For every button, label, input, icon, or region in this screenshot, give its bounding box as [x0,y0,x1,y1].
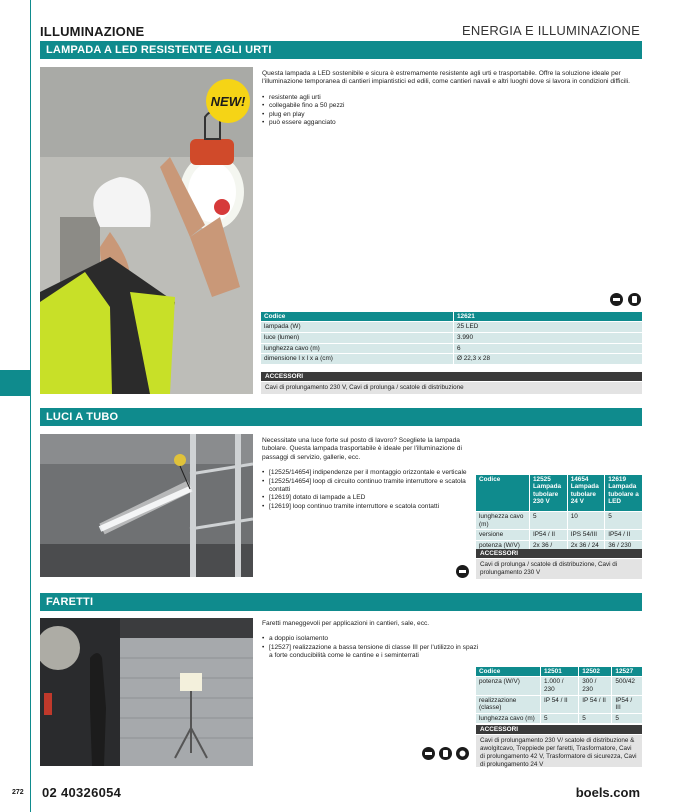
table-cell: 300 / 230 [578,677,611,694]
floodlights-accessories-title: ACCESSORI [476,725,642,734]
table-cell: 5 [540,714,578,724]
table-header-row [261,312,642,321]
footer-website: boels.com [575,785,640,800]
list-item: • a doppio isolamento [262,635,482,643]
tube-lights-description [262,437,472,511]
table-header-cell: 12621 [453,312,642,321]
list-item: • resistente agli urti [262,94,642,102]
tube-lights-description-text: Necessitate una luce forte sul posto di lavoro? Scegliete la lampada tubolare. Questa lampada trasportabile è ideale per l'illuminazione di passaggi di servizio, gallerie, ecc. [262,437,462,461]
table-cell: 6 [453,344,642,354]
list-item: • plug en play [262,111,642,119]
transformer-icon [456,747,469,760]
table-cell: IP54 / II [604,530,642,540]
table-cell: 3.990 [453,333,642,343]
list-item: • collegabile fino a 50 pezzi [262,102,642,110]
table-header-cell: Codice [261,312,453,321]
footer-phone: 02 40326054 [42,785,122,800]
table-cell: 500/42 [611,677,642,694]
chapter-tab [0,370,31,396]
led-lamp-spec-table [261,311,642,365]
table-row [261,354,642,364]
hand-safety-icon [628,293,641,306]
category-title: ILLUMINAZIONE [40,24,145,39]
table-cell: 2x 36 / 24 [567,541,605,558]
table-header-cell: 12501 [540,667,578,676]
table-cell: potenza (W/V) [476,541,529,558]
table-cell: 25 LED [453,322,642,332]
product-title-led-lamp: LAMPADA A LED RESISTENTE AGLI URTI [40,41,642,59]
table-cell: IP 54 / II [578,696,611,713]
table-row [476,512,642,529]
led-lamp-description [262,70,642,127]
product-title-floodlights: FARETTI [40,593,642,611]
table-cell: potenza (W/V) [476,677,540,694]
plug-icon [422,747,435,760]
table-cell: Ø 22,3 x 28 [453,354,642,364]
table-cell: 5 [604,512,642,529]
plug-icon [610,293,623,306]
table-row [476,677,642,694]
tube-lights-photo [40,434,253,577]
table-header-cell: 12525 Lampada tubolare 230 V [529,475,567,511]
table-cell: 5 [529,512,567,529]
floodlights-photo [40,618,253,766]
section-title: ENERGIA E ILLUMINAZIONE [462,23,640,38]
table-row [476,714,642,724]
table-cell: lunghezza cavo (m) [261,344,453,354]
tube-lights-accessories: Cavi di prolunga / scatole di distribuzione, Cavi di prolungamento 230 V [476,559,642,579]
table-row [261,333,642,343]
tube-lights-accessories-title: ACCESSORI [476,549,642,558]
list-item: • [12619] loop continuo tramite interruttore e scatola contatti [262,503,472,511]
floodlights-features [262,635,482,660]
led-lamp-description-text: Questa lampada a LED sostenibile e sicura è estremamente resistente agli urti e trasportabile. Offre la soluzione ideale per l'illuminazione temporanea di cantieri impiantistici ed edili, come cantieri navali e altri luoghi dove si lavora in condizioni difficili. [262,70,631,86]
table-row [476,696,642,713]
table-row [261,344,642,354]
table-header-cell: 12619 Lampada tubolare a LED [604,475,642,511]
table-cell: IPS 54/III [567,530,605,540]
floodlights-spec-table [476,666,642,724]
table-cell: 10 [567,512,605,529]
list-item: • può essere agganciato [262,119,642,127]
list-item: • [12525/14654] indipendenze per il montaggio orizzontale e verticale [262,469,472,477]
table-cell: lampada (W) [261,322,453,332]
table-cell: IP54 / II [529,530,567,540]
list-item: • [12525/14654] loop di circuito continuo tramite interruttore e scatola contatti [262,478,472,495]
table-header-row [476,475,642,511]
hand-safety-icon [439,747,452,760]
table-cell: dimensione l x l x a (cm) [261,354,453,364]
table-cell: lunghezza cavo (m) [476,512,529,529]
page-number: 272 [12,789,24,796]
table-header-row [476,667,642,676]
new-badge-label: NEW! [210,93,246,109]
led-lamp-accessories-title: ACCESSORI [261,372,642,381]
table-cell: IP54 / III [611,696,642,713]
table-header-cell: 12527 [611,667,642,676]
list-item: • [12619] dotato di lampade a LED [262,494,472,502]
table-cell: lunghezza cavo (m) [476,714,540,724]
led-lamp-features [262,94,642,128]
table-cell: 36 / 230 [604,541,642,558]
table-cell: realizzazione (classe) [476,696,540,713]
table-cell: 2x 36 / [529,541,567,558]
table-header-cell: Codice [476,475,529,511]
new-badge [206,79,250,123]
list-item: • [12527] realizzazione a bassa tensione di classe III per l'utilizzo in spazi a forte conducibilità come le cantine e i seminterrati [262,644,482,661]
table-cell: 5 [578,714,611,724]
table-row [476,530,642,540]
table-cell: versione [476,530,529,540]
tube-lights-features [262,469,472,511]
floodlights-description [262,620,482,661]
plug-icon [456,565,469,578]
table-cell: 1.000 / 230 [540,677,578,694]
table-header-cell: Codice [476,667,540,676]
table-row [261,322,642,332]
table-cell: IP 54 / II [540,696,578,713]
led-lamp-photo [40,67,253,394]
table-cell: luce (lumen) [261,333,453,343]
product-title-tube-lights: LUCI A TUBO [40,408,642,426]
table-cell: 5 [611,714,642,724]
table-header-cell: 14654 Lampada tubolare 24 V [567,475,605,511]
floodlights-accessories: Cavi di prolungamento 230 V/ scatole di distribuzione & awolgitcavo, Treppiede per faretti, Trasformatore, Cavi di prolungamento 42 V, Trasformatore di sicurezza, Cavi di prolungamento 24 V [476,735,642,767]
table-header-cell: 12502 [578,667,611,676]
led-lamp-accessories: Cavi di prolungamento 230 V, Cavi di prolunga / scatole di distribuzione [261,382,642,394]
margin-rule [30,0,31,812]
tube-lights-spec-table [476,474,642,559]
floodlights-description-text: Faretti maneggevoli per applicazioni in cantieri, sale, ecc. [262,620,430,627]
